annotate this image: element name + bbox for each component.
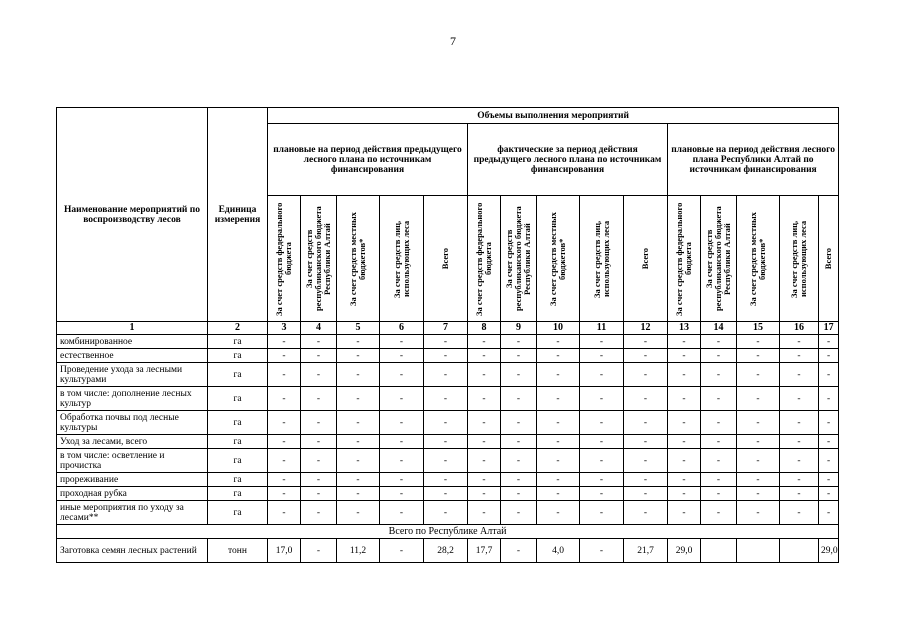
value-cell: -	[268, 349, 301, 363]
unit-cell: га	[208, 349, 268, 363]
value-cell: -	[701, 473, 737, 487]
value-cell: -	[301, 435, 337, 449]
value-cell: -	[819, 473, 839, 487]
value-cell: 29,0	[668, 539, 701, 563]
value-cell: -	[737, 487, 780, 501]
value-cell: -	[380, 349, 424, 363]
value-cell	[780, 539, 819, 563]
value-cell	[701, 539, 737, 563]
value-cell: 28,2	[424, 539, 468, 563]
value-cell: -	[668, 335, 701, 349]
value-cell: -	[268, 435, 301, 449]
column-number: 6	[380, 322, 424, 335]
value-cell: -	[737, 501, 780, 525]
column-number: 11	[580, 322, 624, 335]
activity-name: в том числе: осветление и прочистка	[57, 449, 208, 473]
value-cell: -	[424, 363, 468, 387]
subheader-label: Всего	[640, 247, 650, 270]
value-cell: 29,0	[819, 539, 839, 563]
value-cell: -	[819, 501, 839, 525]
activity-name: прореживание	[57, 473, 208, 487]
subheader-label: За счет средств лиц, использующих леса	[591, 219, 611, 298]
value-cell: -	[819, 411, 839, 435]
value-cell: -	[819, 487, 839, 501]
value-cell: -	[424, 501, 468, 525]
value-cell: -	[580, 539, 624, 563]
value-cell: -	[301, 349, 337, 363]
unit-cell: га	[208, 473, 268, 487]
subheader-funding-source	[301, 196, 337, 322]
value-cell: -	[819, 435, 839, 449]
subheader-funding-source	[424, 196, 468, 322]
activity-name: Проведение ухода за лесными культурами	[57, 363, 208, 387]
value-cell: -	[380, 449, 424, 473]
subheader-funding-source	[501, 196, 537, 322]
value-cell: -	[537, 387, 580, 411]
value-cell: -	[301, 449, 337, 473]
value-cell: -	[624, 335, 668, 349]
subheader-label: За счет средств республиканского бюджета Республики Алтай	[304, 206, 332, 311]
value-cell: -	[301, 501, 337, 525]
header-group-actual-previous: фактические за период действия предыдущего лесного плана по источникам финансирования	[468, 124, 668, 196]
value-cell: -	[501, 435, 537, 449]
value-cell: -	[668, 435, 701, 449]
value-cell: -	[268, 449, 301, 473]
value-cell: -	[537, 487, 580, 501]
value-cell: -	[780, 349, 819, 363]
value-cell: -	[580, 349, 624, 363]
value-cell: -	[780, 363, 819, 387]
value-cell: -	[701, 449, 737, 473]
value-cell: -	[301, 335, 337, 349]
value-cell: -	[537, 411, 580, 435]
value-cell: -	[701, 435, 737, 449]
value-cell: -	[624, 487, 668, 501]
value-cell: -	[301, 363, 337, 387]
value-cell: -	[301, 539, 337, 563]
value-cell: -	[624, 363, 668, 387]
column-number: 3	[268, 322, 301, 335]
subheader-funding-source	[268, 196, 301, 322]
value-cell: -	[468, 411, 501, 435]
value-cell: -	[268, 411, 301, 435]
total-label: Всего по Республике Алтай	[57, 525, 839, 539]
value-cell: -	[780, 411, 819, 435]
value-cell: -	[468, 387, 501, 411]
table-row	[57, 349, 839, 363]
value-cell: -	[668, 449, 701, 473]
value-cell: -	[819, 335, 839, 349]
value-cell: -	[424, 449, 468, 473]
value-cell: -	[537, 435, 580, 449]
column-number: 8	[468, 322, 501, 335]
forest-reproduction-table	[56, 107, 839, 563]
value-cell: -	[301, 411, 337, 435]
header-group-planned-previous: плановые на период действия предыдущего лесного плана по источникам финансирования	[268, 124, 468, 196]
value-cell: -	[580, 487, 624, 501]
value-cell: -	[380, 411, 424, 435]
value-cell: -	[501, 501, 537, 525]
column-number: 2	[208, 322, 268, 335]
value-cell: -	[468, 473, 501, 487]
activity-name: комбинированное	[57, 335, 208, 349]
value-cell: 17,0	[268, 539, 301, 563]
subheader-funding-source	[337, 196, 380, 322]
value-cell: -	[580, 449, 624, 473]
value-cell: -	[701, 363, 737, 387]
activity-name: Уход за лесами, всего	[57, 435, 208, 449]
value-cell: -	[537, 449, 580, 473]
value-cell: -	[624, 501, 668, 525]
value-cell: -	[268, 387, 301, 411]
value-cell: -	[668, 387, 701, 411]
value-cell: -	[380, 487, 424, 501]
value-cell: -	[819, 349, 839, 363]
value-cell: -	[268, 487, 301, 501]
value-cell: -	[468, 435, 501, 449]
value-cell: -	[780, 387, 819, 411]
value-cell: -	[780, 435, 819, 449]
value-cell: -	[337, 449, 380, 473]
subheader-funding-source	[580, 196, 624, 322]
value-cell: -	[668, 487, 701, 501]
activity-name: проходная рубка	[57, 487, 208, 501]
subheader-label: За счет средств республиканского бюджета Республики Алтай	[704, 206, 732, 311]
value-cell: -	[501, 335, 537, 349]
value-cell: -	[301, 487, 337, 501]
value-cell: -	[737, 449, 780, 473]
table-body	[57, 108, 839, 563]
activity-name: Заготовка семян лесных растений	[57, 539, 208, 563]
value-cell: -	[819, 387, 839, 411]
value-cell: -	[337, 335, 380, 349]
value-cell: -	[380, 539, 424, 563]
value-cell: -	[337, 349, 380, 363]
value-cell: -	[537, 349, 580, 363]
header-volumes-title: Объемы выполнения мероприятий	[268, 108, 839, 124]
value-cell: -	[268, 501, 301, 525]
value-cell: -	[501, 487, 537, 501]
value-cell: -	[737, 349, 780, 363]
value-cell: -	[501, 411, 537, 435]
value-cell: -	[424, 387, 468, 411]
value-cell: -	[668, 349, 701, 363]
header-unit: Единица измерения	[208, 108, 268, 322]
subheader-label: За счет средств лиц, использующих леса	[391, 219, 411, 298]
column-number: 10	[537, 322, 580, 335]
value-cell	[737, 539, 780, 563]
value-cell: -	[701, 411, 737, 435]
value-cell: -	[380, 335, 424, 349]
subheader-funding-source	[701, 196, 737, 322]
value-cell: -	[468, 363, 501, 387]
value-cell: -	[780, 473, 819, 487]
value-cell: -	[301, 387, 337, 411]
subheader-funding-source	[819, 196, 839, 322]
value-cell: -	[780, 449, 819, 473]
table-row	[57, 387, 839, 411]
table-row	[57, 449, 839, 473]
value-cell: -	[268, 335, 301, 349]
column-number: 1	[57, 322, 208, 335]
unit-cell: га	[208, 487, 268, 501]
value-cell: -	[424, 411, 468, 435]
value-cell: -	[701, 487, 737, 501]
value-cell: -	[337, 501, 380, 525]
value-cell: -	[624, 349, 668, 363]
unit-cell: га	[208, 435, 268, 449]
value-cell: -	[501, 363, 537, 387]
value-cell: -	[424, 487, 468, 501]
value-cell: -	[424, 335, 468, 349]
value-cell: -	[537, 363, 580, 387]
column-number: 7	[424, 322, 468, 335]
activity-name: Обработка почвы под лесные культуры	[57, 411, 208, 435]
value-cell: -	[537, 335, 580, 349]
value-cell: -	[580, 435, 624, 449]
value-cell: -	[537, 501, 580, 525]
value-cell: -	[337, 473, 380, 487]
subheader-funding-source	[668, 196, 701, 322]
unit-cell: га	[208, 387, 268, 411]
subheader-label: За счет средств федерального бюджета	[474, 201, 493, 316]
value-cell: -	[380, 435, 424, 449]
value-cell: -	[701, 501, 737, 525]
column-number: 5	[337, 322, 380, 335]
header-group-planned-current: плановые на период действия лесного плана Республики Алтай по источникам финансирования	[668, 124, 839, 196]
value-cell: -	[624, 435, 668, 449]
column-number: 13	[668, 322, 701, 335]
activity-name: в том числе: дополнение лесных культур	[57, 387, 208, 411]
value-cell: -	[337, 435, 380, 449]
value-cell: -	[624, 449, 668, 473]
column-number: 12	[624, 322, 668, 335]
value-cell: -	[501, 387, 537, 411]
subheader-funding-source	[537, 196, 580, 322]
value-cell: -	[624, 411, 668, 435]
value-cell: -	[737, 363, 780, 387]
value-cell: -	[380, 363, 424, 387]
activity-name: иные мероприятия по уходу за лесами**	[57, 501, 208, 525]
value-cell: -	[468, 487, 501, 501]
unit-cell: га	[208, 501, 268, 525]
value-cell: -	[580, 411, 624, 435]
value-cell: -	[337, 387, 380, 411]
value-cell: -	[424, 473, 468, 487]
value-cell: -	[380, 501, 424, 525]
value-cell: -	[337, 487, 380, 501]
header-row-groups	[57, 108, 839, 124]
subheader-label: За счет средств республиканского бюджета Республики Алтай	[504, 206, 532, 311]
value-cell: 17,7	[468, 539, 501, 563]
subheader-label: За счет средств федерального бюджета	[674, 201, 693, 316]
value-cell: -	[701, 387, 737, 411]
value-cell: -	[624, 387, 668, 411]
subheader-funding-source	[737, 196, 780, 322]
value-cell: -	[668, 411, 701, 435]
value-cell: -	[580, 335, 624, 349]
column-number-row	[57, 322, 839, 335]
unit-cell: га	[208, 335, 268, 349]
value-cell: -	[537, 473, 580, 487]
unit-cell: га	[208, 363, 268, 387]
activity-name: естественное	[57, 349, 208, 363]
value-cell: -	[668, 363, 701, 387]
table-row	[57, 335, 839, 349]
subheader-funding-source	[624, 196, 668, 322]
value-cell: -	[468, 449, 501, 473]
value-cell: -	[580, 387, 624, 411]
unit-cell: тонн	[208, 539, 268, 563]
subheader-funding-source	[380, 196, 424, 322]
value-cell: -	[501, 349, 537, 363]
table-row	[57, 539, 839, 563]
subheader-label: Всего	[823, 247, 834, 270]
table-row	[57, 473, 839, 487]
value-cell: -	[668, 501, 701, 525]
subheader-label: За счет средств местных бюджетов*	[748, 211, 767, 306]
value-cell: -	[737, 335, 780, 349]
value-cell: -	[580, 501, 624, 525]
subheader-funding-source	[780, 196, 819, 322]
value-cell: -	[268, 363, 301, 387]
value-cell: -	[624, 473, 668, 487]
value-cell: -	[580, 363, 624, 387]
unit-cell: га	[208, 411, 268, 435]
value-cell: -	[780, 501, 819, 525]
value-cell: -	[468, 501, 501, 525]
value-cell: -	[780, 335, 819, 349]
table-row	[57, 501, 839, 525]
value-cell: -	[737, 435, 780, 449]
subheader-label: За счет средств лиц, использующих леса	[789, 219, 808, 298]
value-cell: 11,2	[337, 539, 380, 563]
table-row	[57, 411, 839, 435]
value-cell: -	[380, 473, 424, 487]
table-row	[57, 435, 839, 449]
value-cell: -	[737, 387, 780, 411]
value-cell: -	[301, 473, 337, 487]
value-cell: -	[468, 349, 501, 363]
value-cell: -	[380, 387, 424, 411]
value-cell: -	[668, 473, 701, 487]
subheader-label: За счет средств федерального бюджета	[274, 201, 293, 316]
value-cell: -	[337, 363, 380, 387]
subheader-label: Всего	[440, 247, 450, 270]
value-cell: -	[819, 363, 839, 387]
column-number: 17	[819, 322, 839, 335]
value-cell: 21,7	[624, 539, 668, 563]
table-row	[57, 487, 839, 501]
subheader-label: За счет средств местных бюджетов*	[348, 211, 367, 306]
total-row	[57, 525, 839, 539]
column-number: 9	[501, 322, 537, 335]
unit-cell: га	[208, 449, 268, 473]
column-number: 16	[780, 322, 819, 335]
subheader-funding-source	[468, 196, 501, 322]
value-cell: -	[737, 411, 780, 435]
value-cell: -	[501, 473, 537, 487]
page-number: 7	[450, 34, 456, 48]
column-number: 14	[701, 322, 737, 335]
value-cell: -	[337, 411, 380, 435]
value-cell: 4,0	[537, 539, 580, 563]
value-cell: -	[501, 539, 537, 563]
table-row	[57, 363, 839, 387]
value-cell: -	[580, 473, 624, 487]
value-cell: -	[468, 335, 501, 349]
value-cell: -	[424, 435, 468, 449]
subheader-label: За счет средств местных бюджетов*	[548, 211, 567, 306]
value-cell: -	[819, 449, 839, 473]
value-cell: -	[268, 473, 301, 487]
value-cell: -	[701, 349, 737, 363]
value-cell: -	[501, 449, 537, 473]
column-number: 15	[737, 322, 780, 335]
column-number: 4	[301, 322, 337, 335]
value-cell: -	[701, 335, 737, 349]
value-cell: -	[424, 349, 468, 363]
value-cell: -	[737, 473, 780, 487]
header-activity-name: Наименование мероприятий по воспроизводству лесов	[57, 108, 208, 322]
value-cell: -	[780, 487, 819, 501]
